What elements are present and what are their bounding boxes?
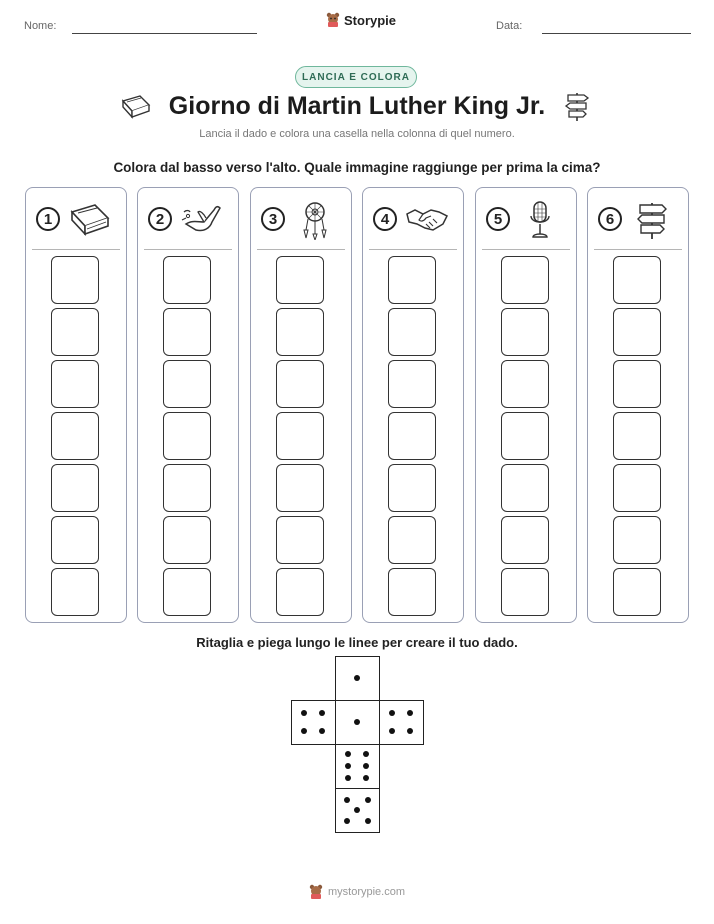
handshake-icon xyxy=(405,200,449,240)
color-cell[interactable] xyxy=(501,308,549,356)
color-cell[interactable] xyxy=(613,308,661,356)
name-line[interactable] xyxy=(72,33,257,34)
color-cell[interactable] xyxy=(388,568,436,616)
die-pip xyxy=(344,818,350,824)
die-face-5 xyxy=(335,788,380,833)
die-pip xyxy=(407,728,413,734)
column-3 xyxy=(250,187,352,623)
column-number: 1 xyxy=(36,207,60,231)
color-cell[interactable] xyxy=(613,360,661,408)
color-cell[interactable] xyxy=(388,308,436,356)
die-pip xyxy=(365,818,371,824)
die-pip xyxy=(344,797,350,803)
color-cell[interactable] xyxy=(388,412,436,460)
color-cell[interactable] xyxy=(388,360,436,408)
color-cell[interactable] xyxy=(388,256,436,304)
die-face-1 xyxy=(335,700,380,745)
die-pip xyxy=(354,807,360,813)
column-5 xyxy=(475,187,577,623)
die-pip xyxy=(345,763,351,769)
color-cell[interactable] xyxy=(51,464,99,512)
color-cell[interactable] xyxy=(613,464,661,512)
book-icon xyxy=(68,200,112,240)
color-cell[interactable] xyxy=(276,464,324,512)
die-pip xyxy=(345,751,351,757)
date-line[interactable] xyxy=(542,33,691,34)
die-pip xyxy=(363,763,369,769)
die-pip xyxy=(354,719,360,725)
color-cell[interactable] xyxy=(276,256,324,304)
cut-instruction: Ritaglia e piega lungo le linee per creare il tuo dado. xyxy=(196,635,518,650)
color-cell[interactable] xyxy=(276,412,324,460)
microphone-icon xyxy=(518,200,562,240)
column-divider xyxy=(32,249,120,250)
signpost-icon xyxy=(630,200,674,240)
color-cell[interactable] xyxy=(51,412,99,460)
color-cell[interactable] xyxy=(163,360,211,408)
column-divider xyxy=(144,249,232,250)
color-cell[interactable] xyxy=(163,256,211,304)
column-number: 4 xyxy=(373,207,397,231)
page-title: Giorno di Martin Luther King Jr. xyxy=(168,92,546,120)
column-number: 3 xyxy=(261,207,285,231)
die-face-6 xyxy=(335,744,380,789)
color-cell[interactable] xyxy=(613,412,661,460)
die-face-4 xyxy=(379,700,424,745)
bear-icon xyxy=(326,12,340,28)
die-pip xyxy=(319,728,325,734)
die-pip xyxy=(363,751,369,757)
die-pip xyxy=(365,797,371,803)
color-cell[interactable] xyxy=(501,256,549,304)
color-cell[interactable] xyxy=(501,568,549,616)
color-cell[interactable] xyxy=(276,516,324,564)
color-cell[interactable] xyxy=(163,568,211,616)
die-pip xyxy=(301,728,307,734)
color-cell[interactable] xyxy=(501,412,549,460)
brand-name: Storypie xyxy=(344,12,397,28)
name-label: Nome: xyxy=(24,20,57,32)
color-cell[interactable] xyxy=(388,464,436,512)
column-number: 6 xyxy=(598,207,622,231)
die-face-1 xyxy=(335,656,380,701)
date-label: Data: xyxy=(496,20,523,32)
color-cell[interactable] xyxy=(613,256,661,304)
column-divider xyxy=(594,249,682,250)
color-cell[interactable] xyxy=(613,568,661,616)
color-cell[interactable] xyxy=(51,308,99,356)
color-cell[interactable] xyxy=(388,516,436,564)
page-subtitle: Lancia il dado e colora una casella nella colonna di quel numero. xyxy=(199,128,515,140)
color-cell[interactable] xyxy=(163,464,211,512)
die-pip xyxy=(319,710,325,716)
column-divider xyxy=(369,249,457,250)
color-cell[interactable] xyxy=(51,516,99,564)
activity-badge: LANCIA E COLORA xyxy=(295,66,417,88)
die-pip xyxy=(301,710,307,716)
color-cell[interactable] xyxy=(276,568,324,616)
footer-url: mystorypie.com xyxy=(328,886,406,898)
die-pip xyxy=(354,675,360,681)
color-cell[interactable] xyxy=(501,360,549,408)
column-divider xyxy=(257,249,345,250)
color-cell[interactable] xyxy=(276,360,324,408)
column-6 xyxy=(587,187,689,623)
color-cell[interactable] xyxy=(51,256,99,304)
color-cell[interactable] xyxy=(163,308,211,356)
die-pip xyxy=(363,775,369,781)
dove-icon xyxy=(180,200,224,240)
column-4 xyxy=(362,187,464,623)
die-pip xyxy=(389,710,395,716)
die-face-4 xyxy=(291,700,336,745)
game-instruction: Colora dal basso verso l'alto. Quale immagine raggiunge per prima la cima? xyxy=(113,160,601,175)
die-pip xyxy=(389,728,395,734)
color-cell[interactable] xyxy=(163,412,211,460)
dreamcatcher-icon xyxy=(293,200,337,240)
color-cell[interactable] xyxy=(163,516,211,564)
color-cell[interactable] xyxy=(51,360,99,408)
die-pip xyxy=(407,710,413,716)
column-2 xyxy=(137,187,239,623)
die-pip xyxy=(345,775,351,781)
color-cell[interactable] xyxy=(613,516,661,564)
signpost-icon xyxy=(564,90,590,122)
color-cell[interactable] xyxy=(276,308,324,356)
footer xyxy=(309,884,405,900)
brand-logo xyxy=(326,12,396,28)
column-number: 2 xyxy=(148,207,172,231)
column-divider xyxy=(482,249,570,250)
column-number: 5 xyxy=(486,207,510,231)
color-cell[interactable] xyxy=(501,516,549,564)
color-cell[interactable] xyxy=(51,568,99,616)
column-1 xyxy=(25,187,127,623)
color-cell[interactable] xyxy=(501,464,549,512)
bear-icon xyxy=(309,884,323,900)
